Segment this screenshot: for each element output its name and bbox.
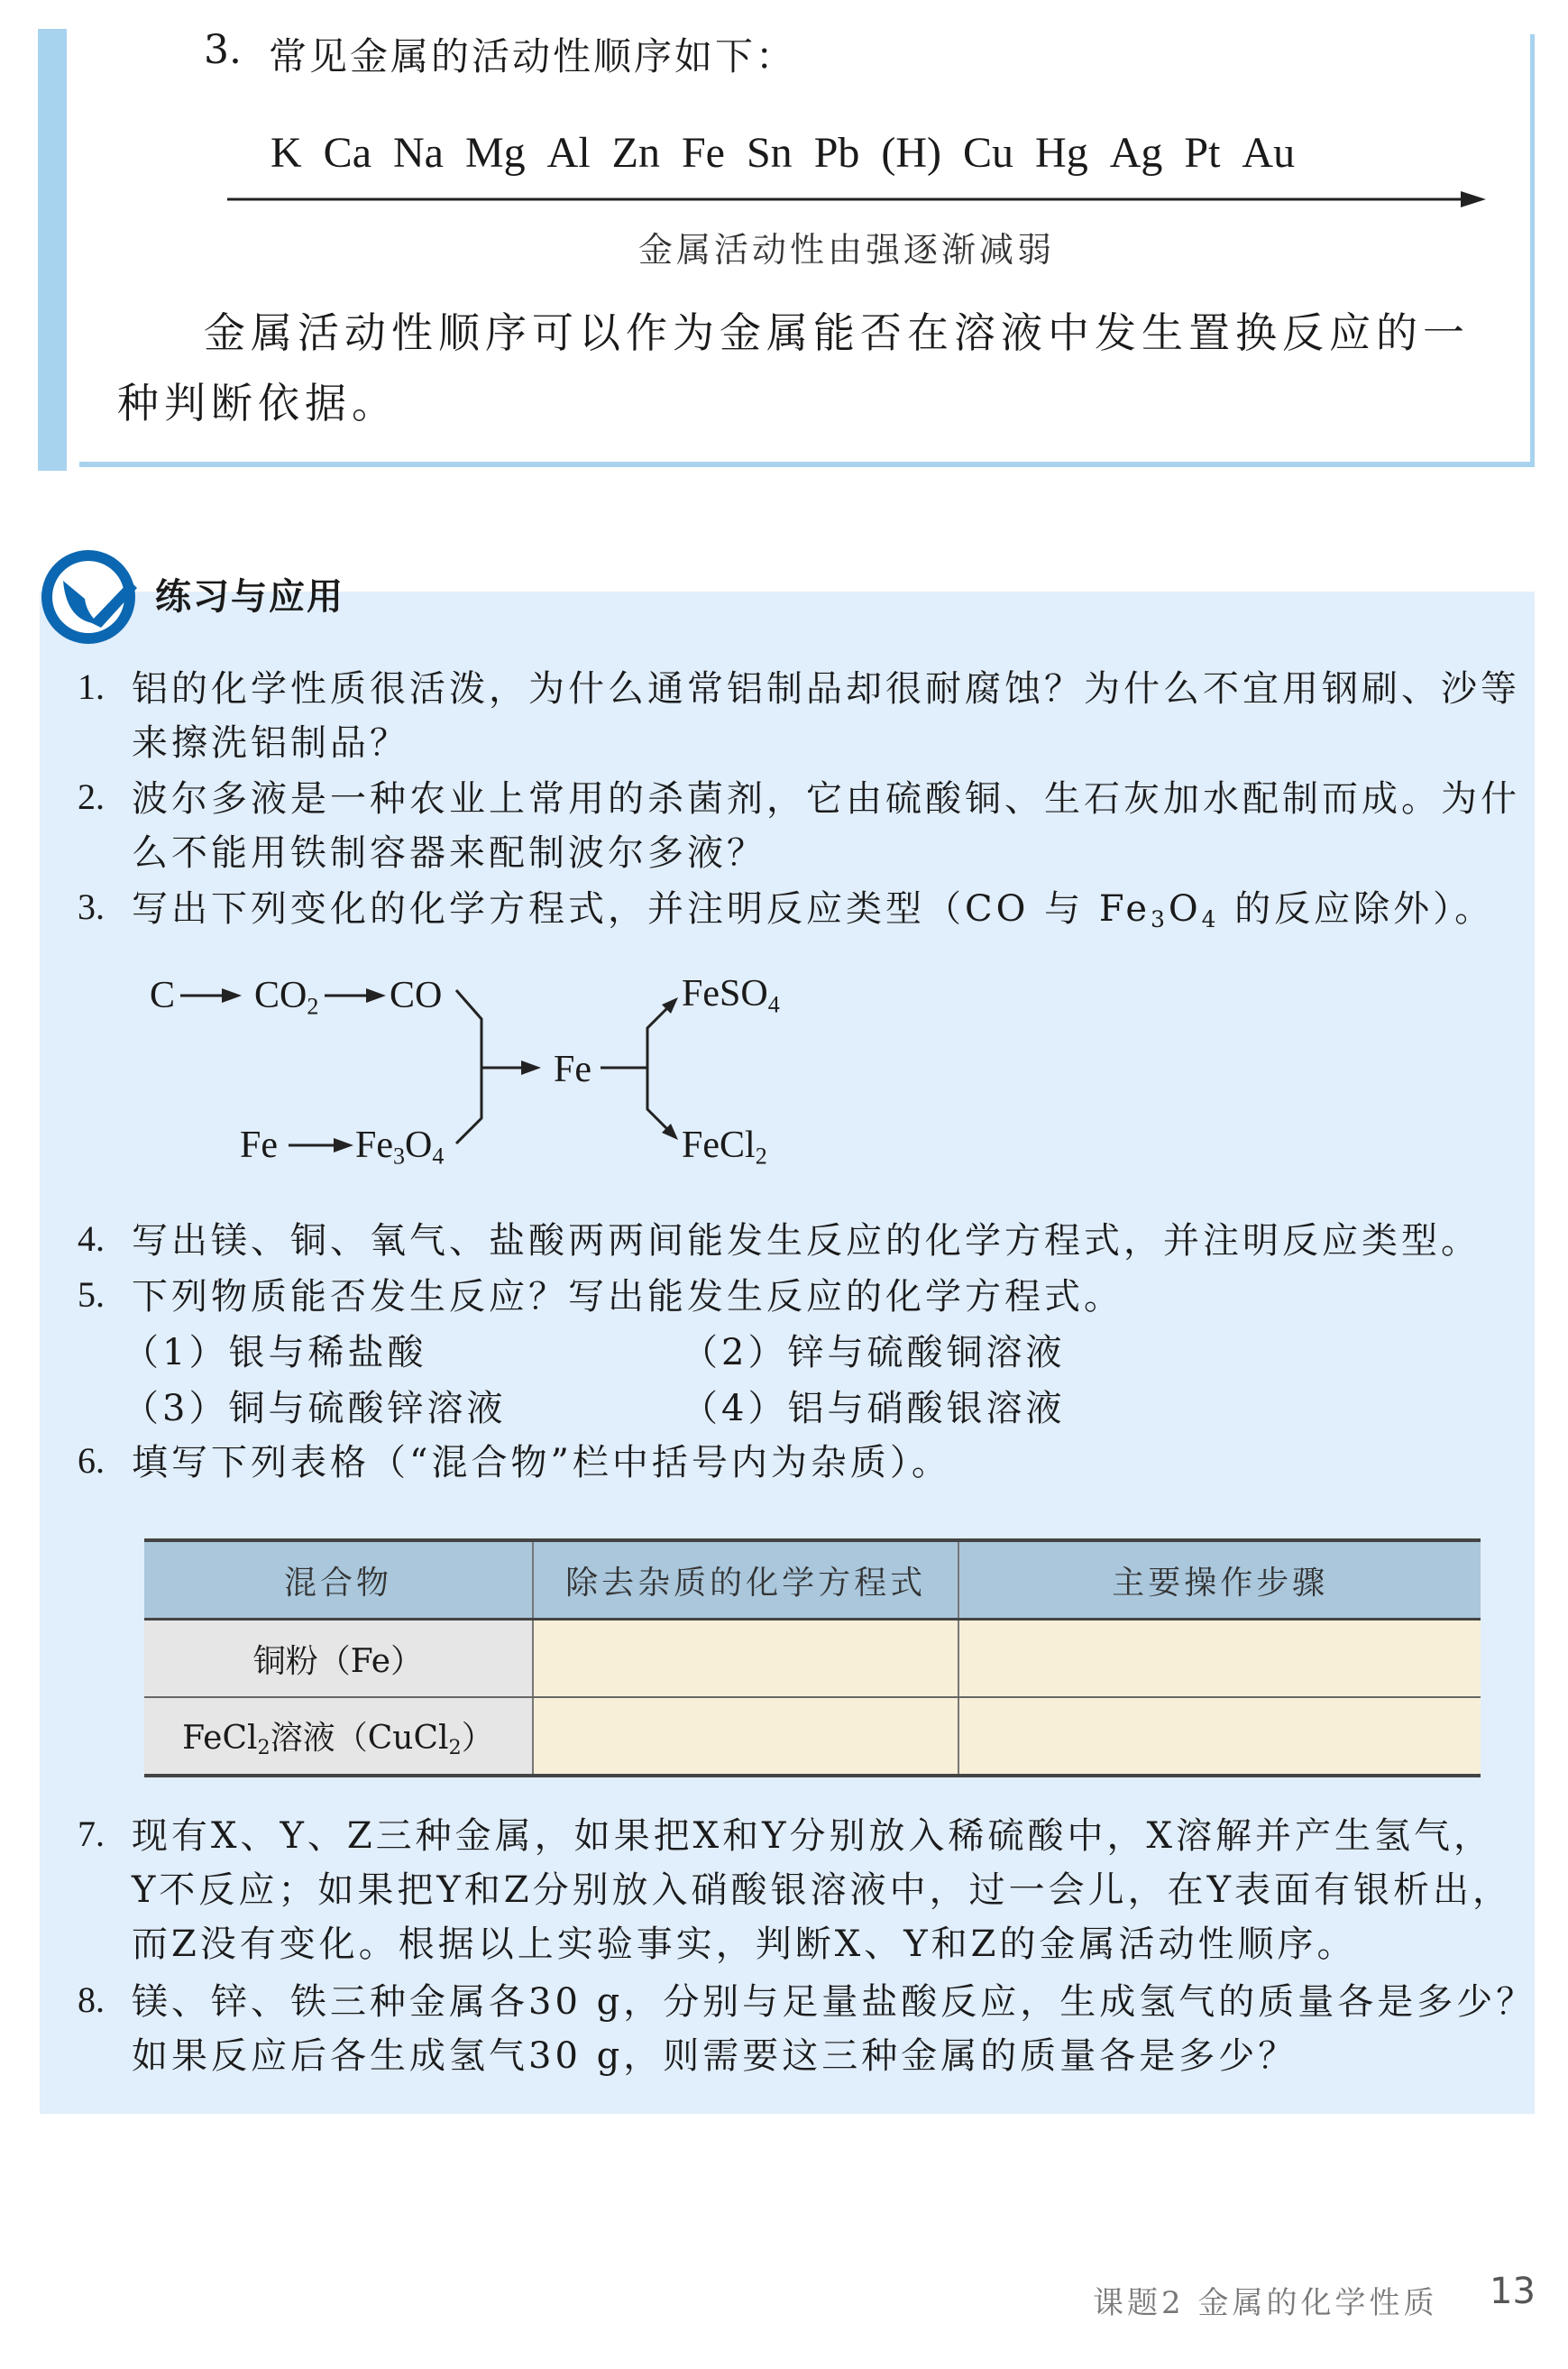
question-text: 么不能用铁制容器来配制波尔多液？ bbox=[132, 832, 766, 874]
sub-question: （2）锌与硫酸铜溶液 bbox=[682, 1332, 1066, 1373]
question-text: Y不反应；如果把Y和Z分别放入硝酸银溶液中，过一会儿，在Y表面有银析出， bbox=[132, 1869, 1513, 1911]
equation-cell[interactable] bbox=[533, 1620, 958, 1698]
sub-question: （1）银与稀盐酸 bbox=[123, 1332, 427, 1373]
table-header: 主要操作步骤 bbox=[958, 1540, 1481, 1620]
sub-question: （4）铝与硝酸银溶液 bbox=[682, 1388, 1066, 1429]
metal-symbol: Fe bbox=[681, 129, 725, 177]
question-text: 填写下列表格（“混合物”栏中括号内为杂质）。 bbox=[132, 1442, 951, 1483]
metal-symbol: Cu bbox=[963, 129, 1014, 177]
mixture-table bbox=[144, 1538, 1481, 1777]
metal-symbol: K bbox=[271, 129, 302, 177]
mixture-cell: 铜粉（Fe） bbox=[144, 1620, 533, 1698]
metal-symbol: Pb bbox=[813, 129, 860, 177]
question-text: 下列物质能否发生反应？写出能发生反应的化学方程式。 bbox=[132, 1276, 1123, 1318]
chem-co: CO bbox=[390, 975, 443, 1016]
table-header-row bbox=[144, 1540, 1481, 1620]
chem-fe-center: Fe bbox=[554, 1049, 591, 1090]
metal-symbol: Hg bbox=[1035, 129, 1088, 177]
question-number: 8. bbox=[78, 1979, 105, 2020]
metal-symbol: Mg bbox=[464, 129, 526, 177]
arrow-caption: 金属活动性由强逐渐减弱 bbox=[638, 230, 1056, 270]
question-text: 来擦洗铝制品？ bbox=[132, 722, 409, 764]
table-row bbox=[144, 1697, 1481, 1776]
chem-co2: $CO_2$ bbox=[254, 975, 319, 1020]
metal-symbol: Ca bbox=[323, 129, 371, 177]
chem-c: C bbox=[150, 975, 176, 1016]
metal-symbol: (H) bbox=[881, 129, 942, 177]
question-number: 6. bbox=[78, 1440, 105, 1481]
chem-fe3o4: $Fe_3O_4$ bbox=[355, 1125, 445, 1170]
steps-cell[interactable] bbox=[958, 1697, 1481, 1776]
mixture-cell: FeCl$_2$溶液（CuCl$_2$） bbox=[144, 1697, 533, 1776]
metal-symbol: Al bbox=[546, 129, 591, 177]
question-text: 如果反应后各生成氢气30 g，则需要这三种金属的质量各是多少？ bbox=[132, 2035, 1298, 2077]
question-text: 写出下列变化的化学方程式，并注明反应类型（CO 与 $Fe_3O_4$ 的反应除外）。 bbox=[132, 888, 1495, 932]
summary-paragraph: 金属活动性顺序可以作为金属能否在溶液中发生置换反应的一种判断依据。 bbox=[117, 308, 1470, 427]
question-number: 7. bbox=[78, 1813, 105, 1854]
page-number: 13 bbox=[1490, 2271, 1536, 2312]
question-number: 3. bbox=[78, 886, 105, 927]
footer-chapter-title: 课题2 金属的化学性质 bbox=[1093, 2285, 1438, 2321]
question-text: 波尔多液是一种农业上常用的杀菌剂，它由硫酸铜、生石灰加水配制而成。为什 bbox=[132, 778, 1520, 820]
summary-item-number: 3. bbox=[204, 27, 242, 73]
metal-symbol: Na bbox=[393, 129, 444, 177]
steps-cell[interactable] bbox=[958, 1620, 1481, 1698]
chem-fe-left: Fe bbox=[240, 1125, 278, 1166]
question-number: 2. bbox=[78, 776, 105, 817]
metal-symbol: Au bbox=[1242, 129, 1296, 177]
table-header: 混合物 bbox=[144, 1540, 533, 1620]
question-text: 现有X、Y、Z三种金属，如果把X和Y分别放入稀硫酸中，X溶解并产生氢气， bbox=[132, 1815, 1494, 1857]
section-title: 练习与应用 bbox=[155, 576, 344, 618]
metal-symbol: Pt bbox=[1184, 129, 1221, 177]
metal-symbol: Sn bbox=[746, 129, 793, 177]
equation-cell[interactable] bbox=[533, 1697, 958, 1776]
question-text: 铝的化学性质很活泼，为什么通常铝制品却很耐腐蚀？为什么不宜用钢刷、沙等 bbox=[132, 668, 1520, 710]
table-header: 除去杂质的化学方程式 bbox=[533, 1540, 958, 1620]
question-text: 镁、锌、铁三种金属各30 g，分别与足量盐酸反应，生成氢气的质量各是多少？ bbox=[132, 1981, 1536, 2023]
chem-fecl2: FeCl$_2$ bbox=[682, 1125, 767, 1170]
question-text: 写出镁、铜、氧气、盐酸两两间能发生反应的化学方程式，并注明反应类型。 bbox=[132, 1220, 1481, 1262]
metal-symbol: Ag bbox=[1109, 129, 1163, 177]
table-row bbox=[144, 1620, 1481, 1698]
question-number: 5. bbox=[78, 1274, 105, 1315]
sub-question: （3）铜与硫酸锌溶液 bbox=[123, 1388, 507, 1429]
question-number: 4. bbox=[78, 1218, 105, 1259]
question-text: 而Z没有变化。根据以上实验事实，判断X、Y和Z的金属活动性顺序。 bbox=[132, 1924, 1357, 1965]
chem-feso4: FeSO$_4$ bbox=[682, 973, 780, 1018]
summary-item-text: 常见金属的活动性顺序如下： bbox=[269, 34, 797, 78]
question-number: 1. bbox=[78, 666, 105, 707]
metal-symbol: Zn bbox=[611, 129, 660, 177]
